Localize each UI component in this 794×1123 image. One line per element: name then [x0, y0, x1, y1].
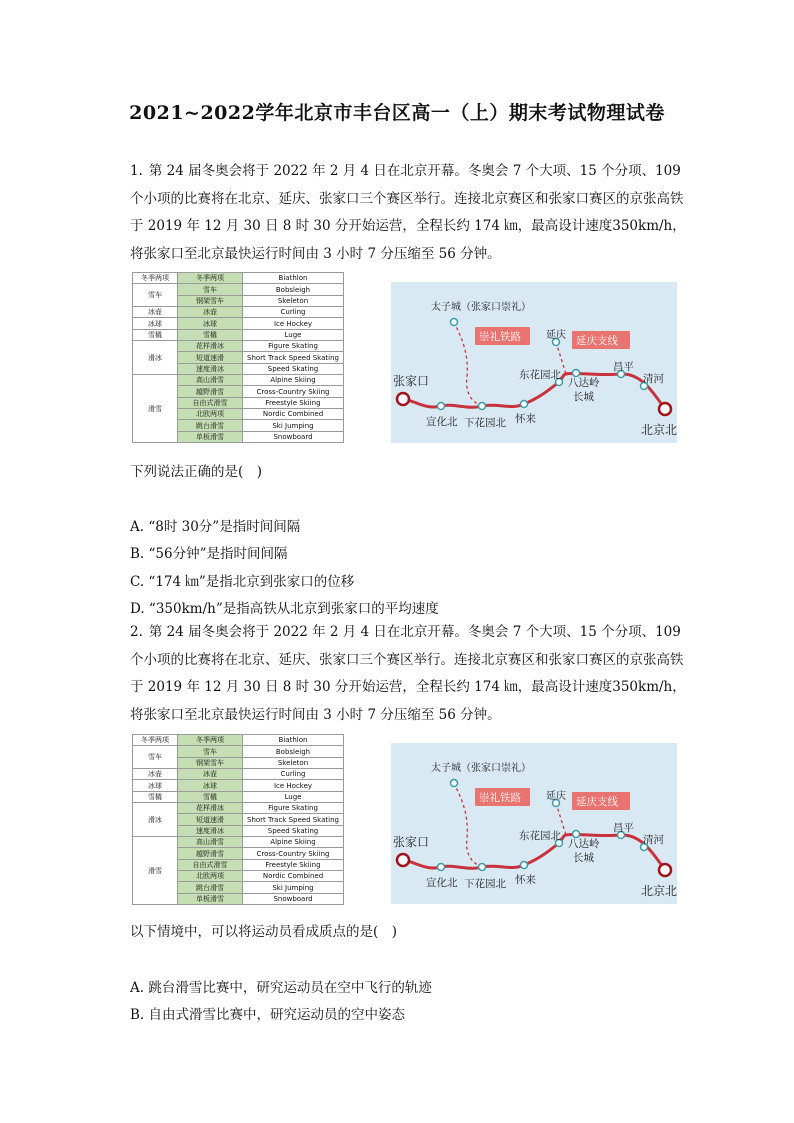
table-en-cell: Bobsleigh: [243, 284, 344, 295]
table-zh-cell: 雪车: [178, 284, 243, 295]
zhangjiakou-terminal-icon: [397, 393, 409, 405]
table-en-cell: Figure Skating: [243, 341, 344, 352]
table-row: [133, 341, 344, 352]
table-row: [133, 791, 344, 802]
table-zh-cell: 雪橇: [178, 329, 243, 340]
question-1-text: 第 24 届冬奥会将于 2022 年 2 月 4 日在北京开幕。冬奥会 7 个大项、15 个分项、109 个小项的比赛将在北京、延庆、张家口三个赛区举行。连接北京赛区和张家口赛区的京张高铁于 2019 年 12 月 30 日 8 时 30 分开始运营，全程长约 174 ㎞，最高设计速度350km/h，将张家口至北京最快运行时间由 3 小时 7 分压缩至 56 分钟。: [130, 163, 686, 262]
taizicheng-label: 太子城（张家口崇礼）: [431, 763, 531, 774]
table-group-cell: 冰壶: [133, 307, 178, 318]
table-zh-cell: 北欧两项: [178, 871, 243, 882]
table-zh-cell: 冰壶: [178, 769, 243, 780]
table-header-row: [133, 273, 344, 284]
yanqing-line-label: 延庆支线: [576, 335, 618, 347]
question-2-stem: [130, 619, 692, 729]
xuanhuabei-station-icon: [438, 864, 445, 871]
huailai-label: 怀来: [515, 413, 536, 425]
table-zh-cell: 短道速滑: [178, 352, 243, 363]
table-zh-cell: 高山滑雪: [178, 375, 243, 386]
table-en-cell: Speed Skating: [243, 363, 344, 374]
table-zh-cell: 雪橇: [178, 791, 243, 802]
chongli-railway-label: 崇礼铁路: [479, 331, 521, 343]
donghuayuanbei-label: 东花园北: [519, 369, 561, 381]
sports-table-2: [132, 734, 344, 905]
table-group-cell: 滑冰: [133, 341, 178, 375]
table-en-cell: Ice Hockey: [243, 780, 344, 791]
changcheng-label: 长城: [573, 852, 594, 864]
table-header-cell: 冬季两项: [178, 735, 243, 746]
question-2-option-b: B. 自由式滑雪比赛中，研究运动员的空中姿态: [130, 1007, 406, 1023]
badaling-label: 八达岭: [568, 377, 600, 389]
table-group-cell: 滑雪: [133, 375, 178, 443]
changcheng-label: 长城: [573, 391, 594, 403]
table-en-cell: Skeleton: [243, 295, 344, 306]
yanqing-label: 延庆: [546, 330, 566, 341]
zhangjiakou-label: 张家口: [393, 835, 430, 849]
xiahuayuanbei-station-icon: [479, 864, 486, 871]
question-1-option-a: A. “8时 30分”是指时间间隔: [130, 519, 301, 535]
table-zh-cell: 高山滑雪: [178, 837, 243, 848]
table-group-cell: 冰球: [133, 318, 178, 329]
table-row: [133, 769, 344, 780]
chongli-railway-label: 崇礼铁路: [479, 792, 521, 804]
table-zh-cell: 自由式滑雪: [178, 859, 243, 870]
table-zh-cell: 冰球: [178, 318, 243, 329]
table-en-cell: Curling: [243, 307, 344, 318]
changping-label: 昌平: [613, 822, 634, 834]
question-1-stem: [130, 158, 692, 268]
taizicheng-station-icon: [451, 780, 458, 787]
xuanhuabei-label: 宣化北: [426, 416, 458, 428]
table-zh-cell: 冰壶: [178, 307, 243, 318]
table-zh-cell: 冰球: [178, 780, 243, 791]
beijingbei-terminal-icon: [659, 864, 671, 876]
table-en-cell: Skeleton: [243, 757, 344, 768]
table-en-cell: Ski Jumping: [243, 420, 344, 431]
table-en-cell: Cross-Country Skiing: [243, 848, 344, 859]
qinghe-label: 清河: [643, 834, 664, 846]
table-group-cell: 冰球: [133, 780, 178, 791]
table-zh-cell: 钢架雪车: [178, 757, 243, 768]
table-zh-cell: 短道速滑: [178, 814, 243, 825]
table-en-cell: Bobsleigh: [243, 746, 344, 757]
table-header-cell: Biathlon: [243, 273, 344, 284]
table-row: [133, 307, 344, 318]
sports-table-body: [133, 273, 344, 443]
table-row: [133, 837, 344, 848]
table-zh-cell: 单板滑雪: [178, 893, 243, 904]
table-en-cell: Cross-Country Skiing: [243, 386, 344, 397]
table-en-cell: Luge: [243, 791, 344, 802]
changping-label: 昌平: [613, 361, 634, 373]
table-zh-cell: 跳台滑雪: [178, 882, 243, 893]
table-zh-cell: 速度滑冰: [178, 363, 243, 374]
table-header-cell: Biathlon: [243, 735, 344, 746]
table-en-cell: Alpine Skiing: [243, 375, 344, 386]
zhangjiakou-label: 张家口: [393, 374, 430, 388]
table-zh-cell: 花样滑冰: [178, 803, 243, 814]
taizicheng-station-icon: [451, 319, 458, 326]
table-zh-cell: 雪车: [178, 746, 243, 757]
beijingbei-label: 北京北: [641, 884, 677, 898]
question-1-prompt: 下列说法正确的是( ): [130, 464, 263, 480]
table-en-cell: Curling: [243, 769, 344, 780]
table-en-cell: Speed Skating: [243, 825, 344, 836]
xuanhuabei-label: 宣化北: [426, 877, 458, 889]
table-en-cell: Luge: [243, 329, 344, 340]
sports-table-1: [132, 272, 344, 443]
table-en-cell: Snowboard: [243, 431, 344, 442]
table-en-cell: Freestyle Skiing: [243, 397, 344, 408]
table-header-row: [133, 735, 344, 746]
xiahuayuanbei-label: 下花园北: [464, 417, 506, 429]
question-2-prompt: 以下情境中，可以将运动员看成质点的是( ): [130, 924, 398, 940]
table-group-cell: 冰壶: [133, 769, 178, 780]
table-group-cell: 雪车: [133, 284, 178, 307]
yanqing-line-label: 延庆支线: [576, 796, 618, 808]
table-row: [133, 375, 344, 386]
table-zh-cell: 越野滑雪: [178, 848, 243, 859]
table-en-cell: Nordic Combined: [243, 409, 344, 420]
table-group-cell: 雪橇: [133, 329, 178, 340]
question-1-option-c: C. “174 ㎞”是指北京到张家口的位移: [130, 574, 355, 590]
table-en-cell: Freestyle Skiing: [243, 859, 344, 870]
railway-map-svg: [391, 282, 677, 443]
table-group-cell: 雪车: [133, 746, 178, 769]
sports-table-body: [133, 735, 344, 905]
table-en-cell: Alpine Skiing: [243, 837, 344, 848]
table-en-cell: Short Track Speed Skating: [243, 814, 344, 825]
badaling-station-icon: [573, 370, 580, 377]
table-row: [133, 284, 344, 295]
table-en-cell: Nordic Combined: [243, 871, 344, 882]
table-header-cell: 冬季两项: [178, 273, 243, 284]
table-zh-cell: 速度滑冰: [178, 825, 243, 836]
page-title: 2021~2022学年北京市丰台区高一（上）期末考试物理试卷: [129, 102, 665, 124]
question-2-option-a: A. 跳台滑雪比赛中，研究运动员在空中飞行的轨迹: [130, 980, 432, 996]
table-en-cell: Short Track Speed Skating: [243, 352, 344, 363]
question-1-option-d: D. “350km/h”是指高铁从北京到张家口的平均速度: [130, 601, 439, 617]
xuanhuabei-station-icon: [438, 403, 445, 410]
table-en-cell: Snowboard: [243, 893, 344, 904]
table-row: [133, 318, 344, 329]
table-zh-cell: 越野滑雪: [178, 386, 243, 397]
question-1-option-b: B. “56分钟”是指时间间隔: [130, 546, 288, 562]
table-group-cell: 滑雪: [133, 837, 178, 905]
yanqing-label: 延庆: [546, 791, 566, 802]
donghuayuanbei-label: 东花园北: [519, 830, 561, 842]
taizicheng-label: 太子城（张家口崇礼）: [431, 302, 531, 313]
badaling-station-icon: [573, 831, 580, 838]
table-zh-cell: 钢架雪车: [178, 295, 243, 306]
table-en-cell: Ski Jumping: [243, 882, 344, 893]
table-en-cell: Figure Skating: [243, 803, 344, 814]
table-row: [133, 780, 344, 791]
question-2-text: 第 24 届冬奥会将于 2022 年 2 月 4 日在北京开幕。冬奥会 7 个大项、15 个分项、109 个小项的比赛将在北京、延庆、张家口三个赛区举行。连接北京赛区和张家口赛区的京张高铁于 2019 年 12 月 30 日 8 时 30 分开始运营，全程长约 174 ㎞，最高设计速度350km/h，将张家口至北京最快运行时间由 3 小时 7 分压缩至 56 分钟。: [130, 624, 686, 723]
table-zh-cell: 北欧两项: [178, 409, 243, 420]
table-group-cell: 滑冰: [133, 803, 178, 837]
badaling-label: 八达岭: [568, 838, 600, 850]
railway-map-svg: [391, 743, 677, 904]
railway-map-1: [391, 282, 677, 443]
beijingbei-terminal-icon: [659, 403, 671, 415]
huailai-station-icon: [521, 862, 528, 869]
table-zh-cell: 自由式滑雪: [178, 397, 243, 408]
table-row: [133, 803, 344, 814]
table-header-cell: 冬季两项: [133, 735, 178, 746]
table-row: [133, 329, 344, 340]
question-2-number: 2.: [130, 624, 143, 640]
qinghe-label: 清河: [643, 373, 664, 385]
table-group-cell: 雪橇: [133, 791, 178, 802]
table-zh-cell: 花样滑冰: [178, 341, 243, 352]
huailai-station-icon: [521, 401, 528, 408]
zhangjiakou-terminal-icon: [397, 854, 409, 866]
xiahuayuanbei-label: 下花园北: [464, 878, 506, 890]
huailai-label: 怀来: [515, 874, 536, 886]
table-header-cell: 冬季两项: [133, 273, 178, 284]
table-en-cell: Ice Hockey: [243, 318, 344, 329]
railway-map-2: [391, 743, 677, 904]
table-zh-cell: 单板滑雪: [178, 431, 243, 442]
xiahuayuanbei-station-icon: [479, 403, 486, 410]
table-zh-cell: 跳台滑雪: [178, 420, 243, 431]
beijingbei-label: 北京北: [641, 423, 677, 437]
table-row: [133, 746, 344, 757]
question-1-number: 1.: [130, 163, 143, 179]
